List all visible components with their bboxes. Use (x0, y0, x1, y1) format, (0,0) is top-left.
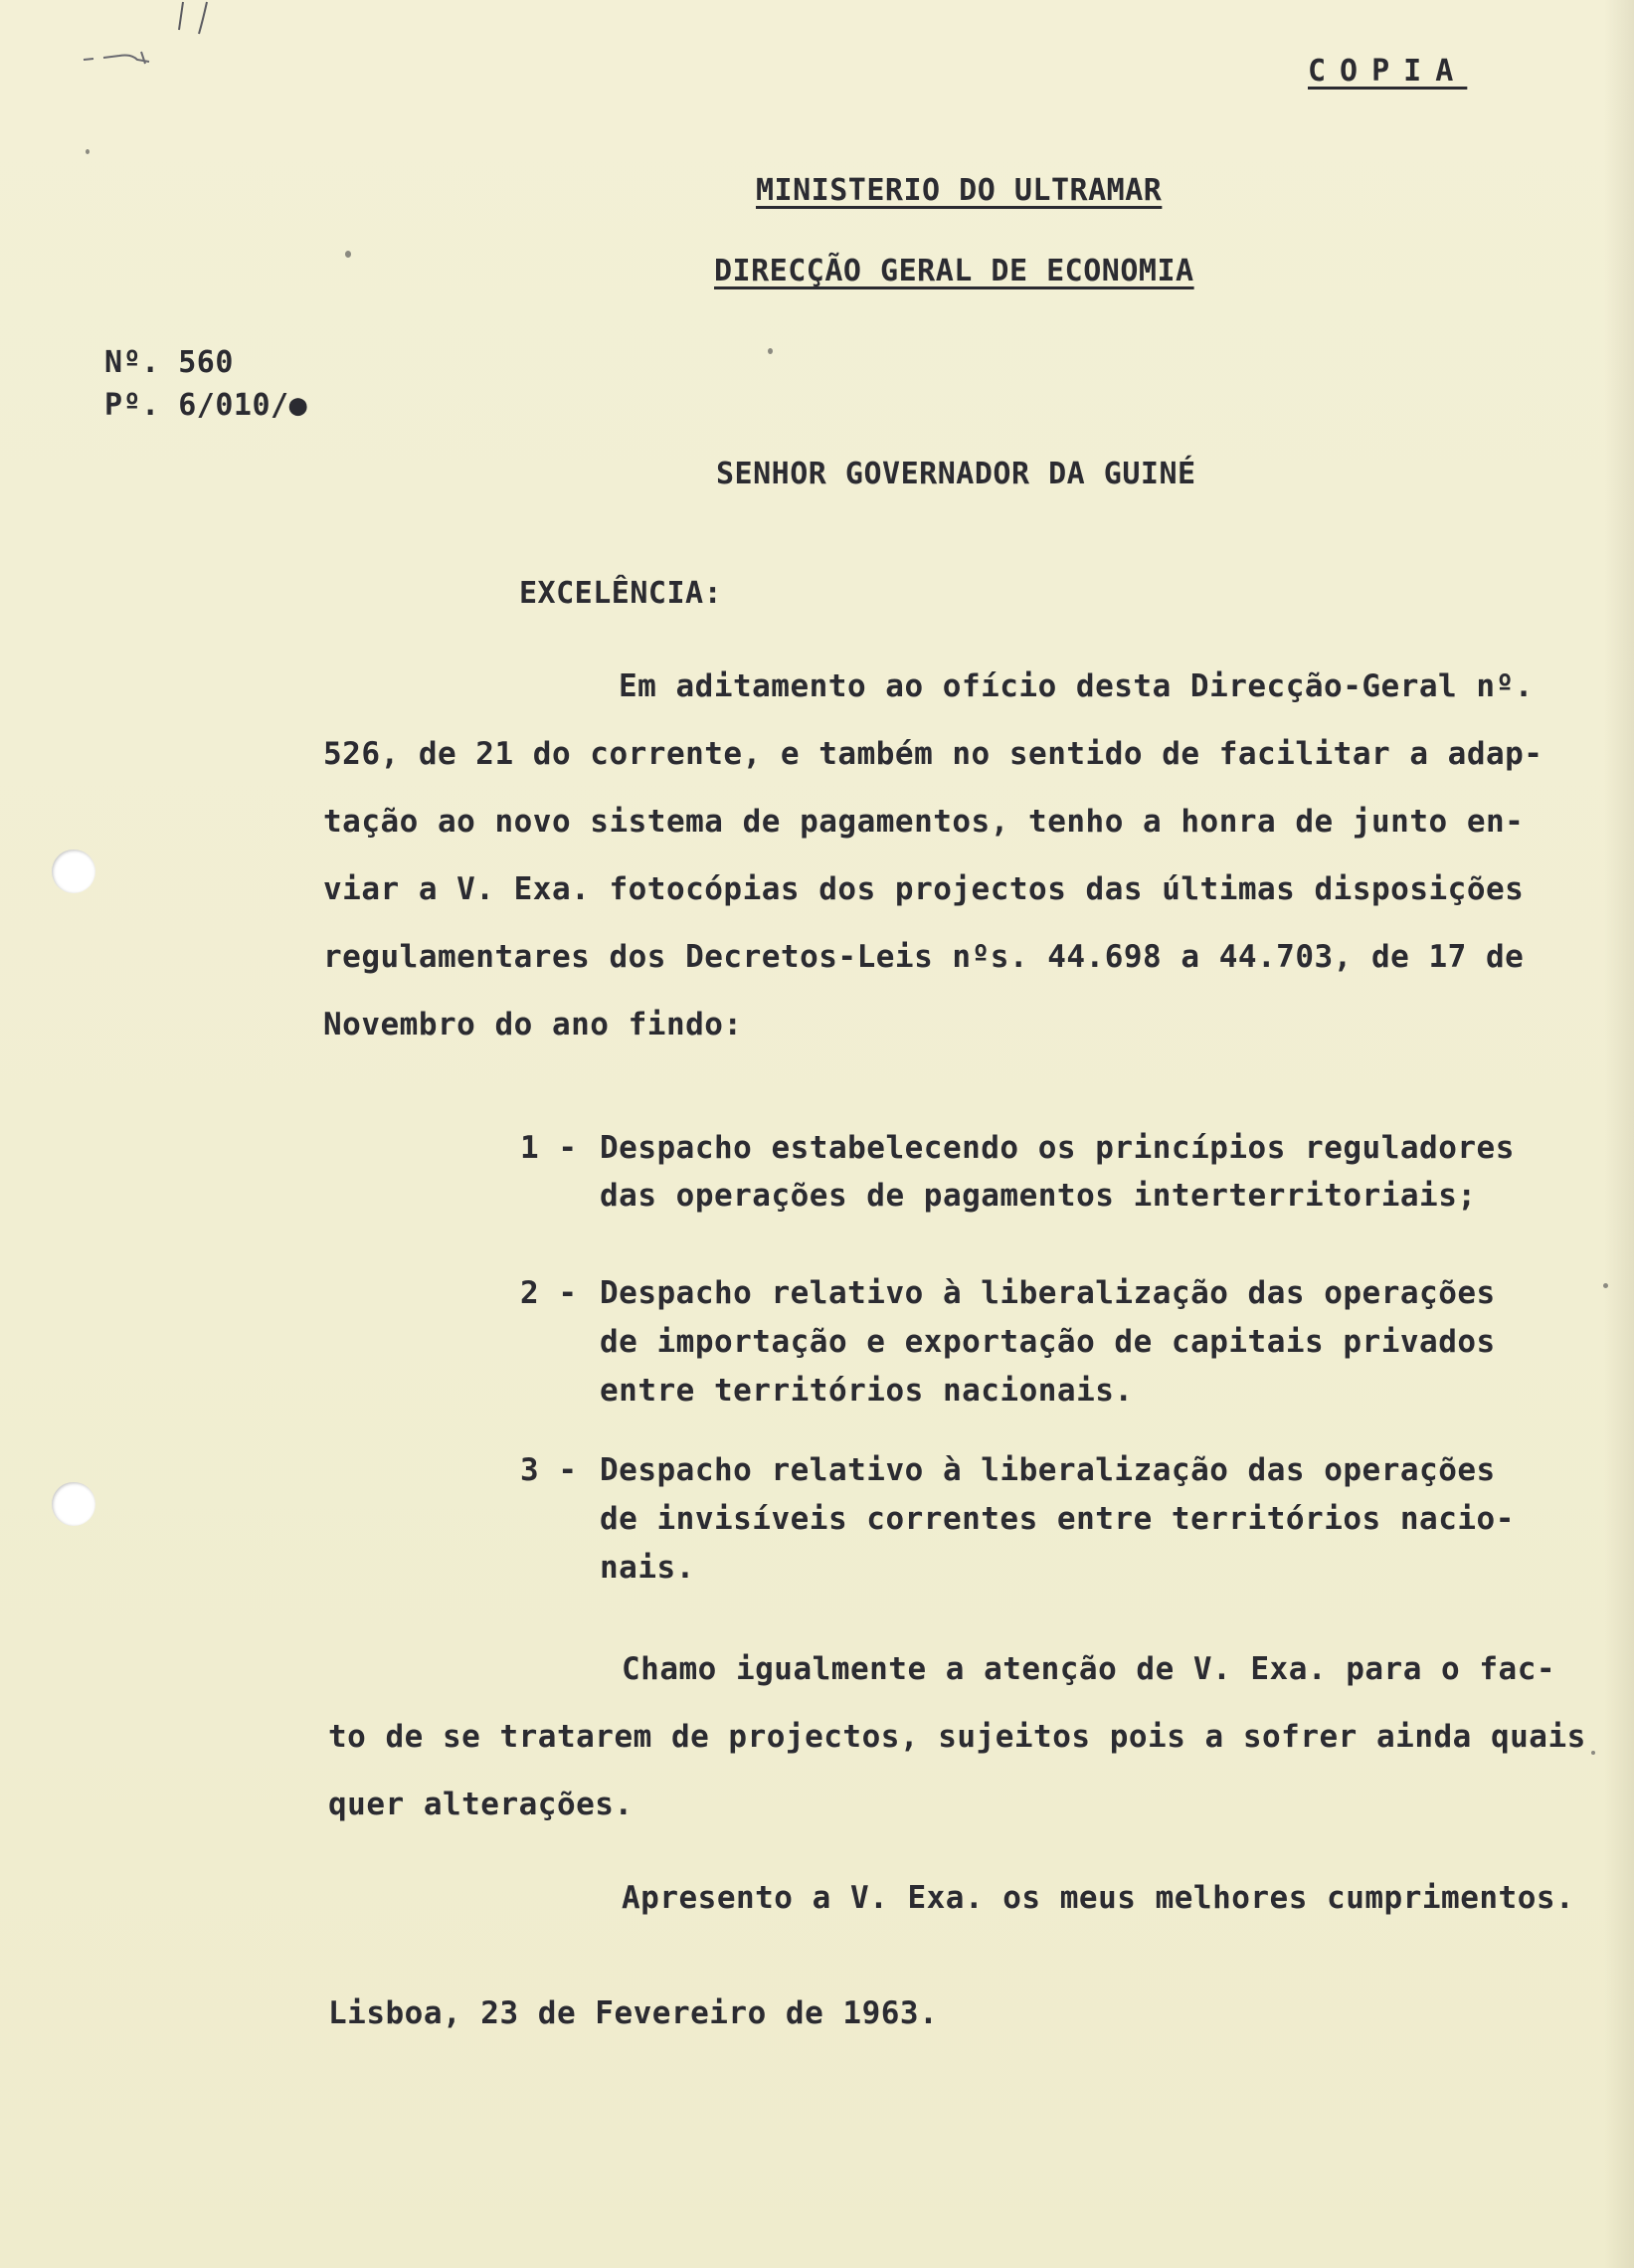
paragraph-line: 526, de 21 do corrente, e também no sentido de facilitar a adap- (323, 736, 1543, 772)
list-item-line: nais. (600, 1550, 695, 1586)
paper-edge-shadow (1604, 0, 1634, 2268)
paragraph-line: tação ao novo sistema de pagamentos, tenho a honra de junto en- (323, 804, 1525, 840)
salutation: EXCELÊNCIA: (519, 576, 723, 611)
paragraph-line: Novembro do ano findo: (323, 1007, 743, 1042)
closing-line: Apresento a V. Exa. os meus melhores cumprimentos. (622, 1880, 1575, 1916)
paragraph-line: Em aditamento ao ofício desta Direcção-Geral nº. (619, 668, 1534, 704)
ministry-heading: MINISTERIO DO ULTRAMAR (756, 173, 1163, 208)
list-item-line: de invisíveis correntes entre territórios nacio- (600, 1501, 1515, 1537)
reference-number: Nº. 560 (104, 345, 234, 380)
list-item-marker: 1 - (520, 1130, 578, 1166)
paper-speck (1591, 1751, 1595, 1755)
list-item-line: Despacho relativo à liberalização das operações (600, 1452, 1496, 1488)
list-item-marker: 2 - (520, 1275, 578, 1311)
list-item-marker: 3 - (520, 1452, 578, 1488)
paragraph-line: to de se tratarem de projectos, sujeitos pois a sofrer ainda quais (328, 1719, 1586, 1755)
handwritten-scribble-icon (80, 42, 169, 72)
reference-process: Pº. 6/010/● (104, 388, 308, 423)
handwritten-mark-icon (169, 0, 229, 50)
list-item-line: das operações de pagamentos interterritoriais; (600, 1178, 1477, 1214)
addressee: SENHOR GOVERNADOR DA GUINÉ (716, 457, 1196, 491)
list-item-line: Despacho relativo à liberalização das operações (600, 1275, 1496, 1311)
paper-speck (86, 149, 90, 154)
punch-hole (52, 850, 95, 893)
paragraph-line: viar a V. Exa. fotocópias dos projectos das últimas disposições (323, 871, 1525, 907)
paper-speck (768, 348, 773, 354)
paper-speck (1603, 1283, 1608, 1288)
list-item-line: entre territórios nacionais. (600, 1373, 1134, 1409)
list-item-line: Despacho estabelecendo os princípios reguladores (600, 1130, 1515, 1166)
punch-hole (52, 1482, 95, 1526)
list-item-line: de importação e exportação de capitais privados (600, 1324, 1496, 1360)
directorate-heading: DIRECÇÃO GERAL DE ECONOMIA (714, 254, 1194, 288)
paragraph-line: regulamentares dos Decretos-Leis nºs. 44.698 a 44.703, de 17 de (323, 939, 1525, 975)
date-line: Lisboa, 23 de Fevereiro de 1963. (328, 1995, 939, 2031)
copia-stamp: COPIA (1308, 54, 1468, 89)
paragraph-line: quer alterações. (328, 1787, 634, 1822)
paper-speck (345, 251, 351, 258)
paragraph-line: Chamo igualmente a atenção de V. Exa. para o fac- (622, 1651, 1556, 1687)
